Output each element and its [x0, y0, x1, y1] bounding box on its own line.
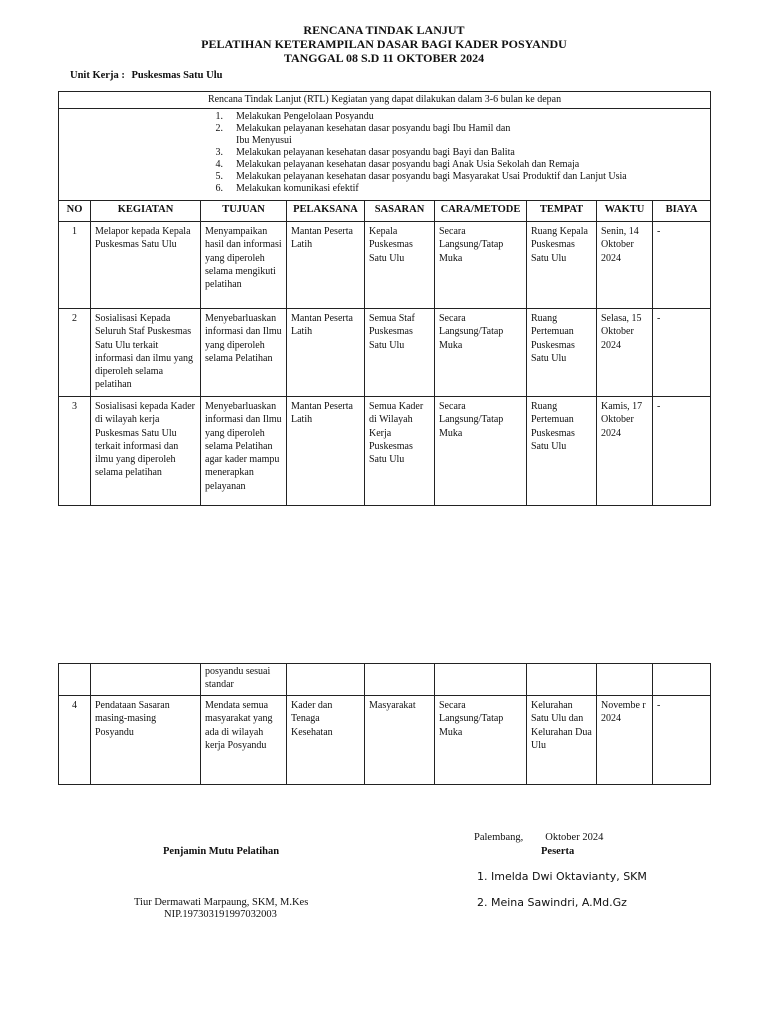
col-header: CARA/METODE — [435, 201, 527, 222]
cell-tujuan: Mendata semua masyarakat yang ada di wilayah kerja Posyandu — [201, 696, 287, 785]
cell-biaya: - — [653, 397, 711, 506]
signature-date: Oktober 2024 — [545, 832, 604, 843]
goal-item: 2. Melakukan pelayanan kesehatan dasar posyandu bagi Ibu Hamil dan — [215, 123, 511, 134]
cell-metode: Secara Langsung/Tatap Muka — [435, 696, 527, 785]
table-row — [59, 696, 711, 785]
participant-2: 2. Meina Sawindri, A.Md.Gz — [477, 896, 627, 909]
unit-label: Unit Kerja : — [70, 70, 125, 81]
cell-waktu: Novembe r 2024 — [597, 696, 653, 785]
unit-value: Puskesmas Satu Ulu — [131, 70, 223, 81]
cell-tempat — [527, 664, 597, 696]
signature-left-nip: NIP.197303191997032003 — [164, 909, 277, 920]
cell-kegiatan: Pendataan Sasaran masing-masing Posyandu — [91, 696, 201, 785]
cell-kegiatan: Sosialisasi kepada Kader di wilayah kerja Puskesmas Satu Ulu terkait informasi dan ilmu yang diperoleh selama pelatihan — [91, 397, 201, 506]
cell-tempat: Ruang Pertemuan Puskesmas Satu Ulu — [527, 309, 597, 397]
signature-right-title: Peserta — [541, 846, 575, 857]
cell-biaya — [653, 664, 711, 696]
cell-pelaksana: Mantan Peserta Latih — [287, 397, 365, 506]
cell-biaya: - — [653, 696, 711, 785]
cell-sasaran — [365, 664, 435, 696]
cell-sasaran: Kepala Puskesmas Satu Ulu — [365, 222, 435, 309]
cell-metode: Secara Langsung/Tatap Muka — [435, 397, 527, 506]
table-header-row — [59, 201, 711, 222]
cell-metode: Secara Langsung/Tatap Muka — [435, 222, 527, 309]
cell-pelaksana: Mantan Peserta Latih — [287, 309, 365, 397]
cell-waktu — [597, 664, 653, 696]
cell-tujuan: posyandu sesuai standar — [201, 664, 287, 696]
rtl-table — [58, 91, 711, 506]
cell-metode — [435, 664, 527, 696]
unit-kerja — [70, 70, 222, 81]
cell-waktu: Kamis, 17 Oktober 2024 — [597, 397, 653, 506]
cell-metode: Secara Langsung/Tatap Muka — [435, 309, 527, 397]
col-header: TEMPAT — [527, 201, 597, 222]
col-header: NO — [59, 201, 91, 222]
document-title: RENCANA TINDAK LANJUT — [303, 23, 465, 37]
col-header: WAKTU — [597, 201, 653, 222]
col-header: SASARAN — [365, 201, 435, 222]
table-row — [59, 397, 711, 506]
goal-item: 4. Melakukan pelayanan kesehatan dasar posyandu bagi Anak Usia Sekolah dan Remaja — [215, 159, 580, 170]
cell-tempat: Kelurahan Satu Ulu dan Kelurahan Dua Ulu — [527, 696, 597, 785]
table-row — [59, 222, 711, 309]
col-header: KEGIATAN — [91, 201, 201, 222]
participant-1: 1. Imelda Dwi Oktavianty, SKM — [477, 870, 647, 883]
document-subtitle: PELATIHAN KETERAMPILAN DASAR BAGI KADER POSYANDU — [201, 37, 567, 51]
cell-kegiatan: Sosialisasi Kepada Seluruh Staf Puskesmas Satu Ulu terkait informasi dan ilmu yang diperoleh selama pelatihan — [91, 309, 201, 397]
goal-item: 1. Melakukan Pengelolaan Posyandu — [215, 111, 374, 122]
cell-tujuan: Menyampaikan hasil dan informasi yang diperoleh selama mengikuti pelatihan — [201, 222, 287, 309]
cell-tempat: Ruang Kepala Puskesmas Satu Ulu — [527, 222, 597, 309]
cell-no — [59, 664, 91, 696]
cell-no: 1 — [59, 222, 91, 309]
col-header: BIAYA — [653, 201, 711, 222]
cell-pelaksana: Kader dan Tenaga Kesehatan — [287, 696, 365, 785]
goal-item: 3. Melakukan pelayanan kesehatan dasar posyandu bagi Bayi dan Balita — [215, 147, 515, 158]
cell-pelaksana — [287, 664, 365, 696]
col-header: PELAKSANA — [287, 201, 365, 222]
signature-place: Palembang, — [474, 832, 524, 843]
cell-kegiatan: Melapor kepada Kepala Puskesmas Satu Ulu — [91, 222, 201, 309]
signature-left-name: Tiur Dermawati Marpaung, SKM, M.Kes — [134, 897, 309, 908]
cell-tujuan: Menyebarluaskan informasi dan Ilmu yang diperoleh selama Pelatihan agar kader mampu menerapkan pelayanan — [201, 397, 287, 506]
cell-waktu: Senin, 14 Oktober 2024 — [597, 222, 653, 309]
signature-left-title: Penjamin Mutu Pelatihan — [163, 846, 280, 857]
cell-sasaran: Masyarakat — [365, 696, 435, 785]
cell-kegiatan — [91, 664, 201, 696]
table-row — [59, 309, 711, 397]
cell-sasaran: Semua Kader di Wilayah Kerja Puskesmas Satu Ulu — [365, 397, 435, 506]
signature-place-date — [474, 832, 603, 843]
cell-tempat: Ruang Pertemuan Puskesmas Satu Ulu — [527, 397, 597, 506]
rtl-table-continued — [58, 663, 711, 785]
cell-pelaksana: Mantan Peserta Latih — [287, 222, 365, 309]
cell-no: 2 — [59, 309, 91, 397]
cell-no: 3 — [59, 397, 91, 506]
cell-biaya: - — [653, 222, 711, 309]
cell-sasaran: Semua Staf Puskesmas Satu Ulu — [365, 309, 435, 397]
cell-biaya: - — [653, 309, 711, 397]
goal-list — [59, 109, 711, 201]
goal-item: 6. Melakukan komunikasi efektif — [215, 183, 359, 194]
goal-item: 5. Melakukan pelayanan kesehatan dasar posyandu bagi Masyarakat Usai Produktif dan Lanjut Usia — [215, 171, 627, 182]
cell-tujuan: Menyebarluaskan informasi dan Ilmu yang diperoleh selama Pelatihan — [201, 309, 287, 397]
goal-item-continuation: Ibu Menyusui — [236, 135, 292, 146]
cell-waktu: Selasa, 15 Oktober 2024 — [597, 309, 653, 397]
cell-no: 4 — [59, 696, 91, 785]
rtl-intro: Rencana Tindak Lanjut (RTL) Kegiatan yang dapat dilakukan dalam 3-6 bulan ke depan — [59, 92, 711, 109]
col-header: TUJUAN — [201, 201, 287, 222]
table-row-continuation — [59, 664, 711, 696]
document-date: TANGGAL 08 S.D 11 OKTOBER 2024 — [283, 51, 485, 65]
